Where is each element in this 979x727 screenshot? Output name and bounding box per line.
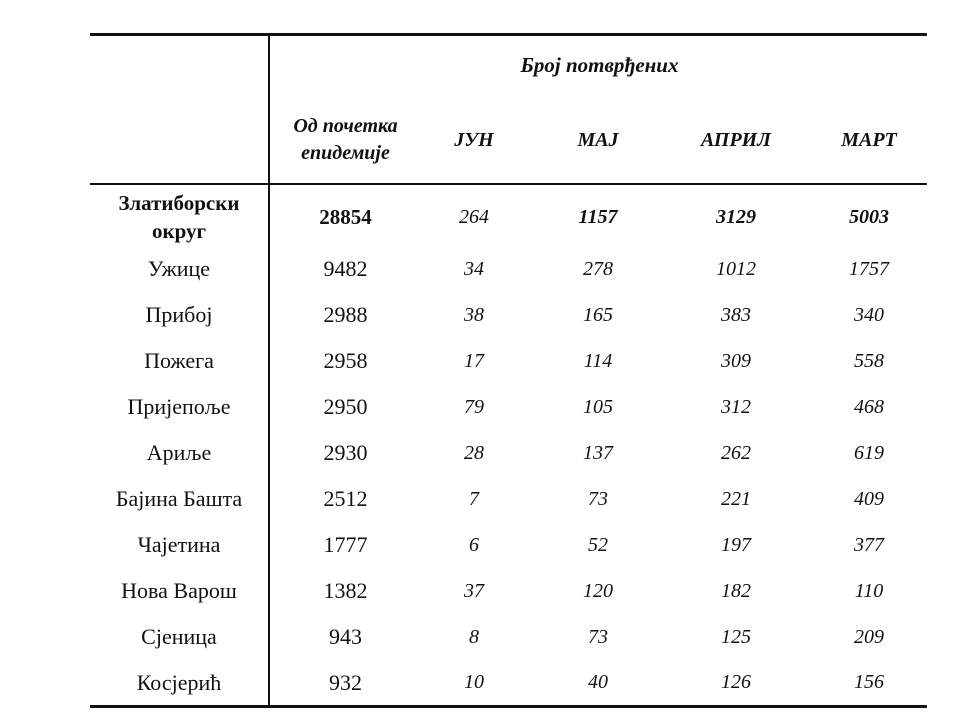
table-row [90, 568, 927, 614]
row-name: Ариље [146, 440, 212, 465]
row-jun: 38 [464, 303, 484, 326]
row-jun: 37 [464, 579, 484, 602]
row-total: 943 [329, 624, 362, 649]
row-maj: 120 [583, 579, 613, 602]
row-mart: 409 [854, 487, 884, 510]
row-total: 2958 [323, 348, 368, 373]
row-april: 383 [721, 303, 751, 326]
row-total: 2930 [323, 440, 368, 465]
summary-jun: 264 [459, 205, 489, 228]
row-maj: 73 [588, 625, 608, 648]
row-april: 182 [721, 579, 751, 602]
row-total: 1382 [323, 578, 368, 603]
row-mart: 340 [854, 303, 884, 326]
header-april: АПРИЛ [701, 128, 771, 151]
summary-april: 3129 [716, 205, 756, 228]
row-total: 2950 [323, 394, 368, 419]
row-april: 312 [721, 395, 751, 418]
row-jun: 34 [464, 257, 484, 280]
table-bottom-rule [90, 705, 927, 708]
summary-maj: 1157 [578, 205, 618, 228]
row-mart: 156 [854, 671, 884, 693]
row-jun: 8 [469, 625, 479, 648]
table-row [90, 246, 927, 292]
row-jun: 10 [464, 671, 484, 693]
row-april: 125 [721, 625, 751, 648]
row-april: 309 [721, 349, 751, 372]
row-jun: 17 [464, 349, 484, 372]
table-row [90, 660, 927, 705]
header-mart: МАРТ [841, 128, 897, 151]
summary-total: 28854 [319, 204, 372, 229]
row-name: Прибој [145, 302, 213, 327]
row-maj: 73 [588, 487, 608, 510]
row-total: 2988 [323, 302, 368, 327]
row-maj: 114 [583, 349, 613, 372]
data-table [90, 33, 927, 711]
table-row [90, 338, 927, 384]
row-total: 932 [329, 669, 362, 695]
row-name: Косјерић [136, 669, 222, 695]
group-header: Број потврђених [520, 53, 679, 77]
table-row [90, 614, 927, 660]
table-row [90, 430, 927, 476]
row-name: Бајина Башта [115, 486, 243, 511]
table-row [90, 522, 927, 568]
summary-row [90, 188, 927, 246]
row-maj: 105 [583, 395, 613, 418]
row-name: Нова Варош [121, 578, 237, 603]
header-jun: ЈУН [454, 128, 494, 151]
table-top-rule [90, 33, 927, 36]
row-april: 221 [721, 487, 751, 510]
row-total: 2512 [323, 486, 368, 511]
row-name: Пријепоље [127, 394, 231, 419]
table-row [90, 476, 927, 522]
row-jun: 28 [464, 441, 484, 464]
header-maj: МАЈ [577, 128, 619, 151]
row-mart: 1757 [849, 257, 889, 280]
row-mart: 619 [854, 441, 884, 464]
row-mart: 110 [854, 579, 884, 602]
row-name: Чајетина [137, 532, 221, 557]
summary-mart: 5003 [849, 205, 889, 228]
row-april: 126 [721, 671, 751, 693]
row-jun: 79 [464, 395, 484, 418]
row-maj: 165 [583, 303, 613, 326]
row-name: Ужице [147, 256, 211, 281]
row-name: Сјеница [141, 624, 217, 649]
row-total: 1777 [323, 532, 368, 557]
header-total: Од почетка епидемије [293, 115, 398, 164]
row-jun: 7 [469, 487, 479, 510]
row-maj: 52 [588, 533, 608, 556]
row-total: 9482 [323, 256, 368, 281]
row-maj: 278 [583, 257, 613, 280]
table-row [90, 384, 927, 430]
row-april: 197 [721, 533, 751, 556]
row-maj: 137 [583, 441, 613, 464]
row-maj: 40 [588, 671, 608, 693]
row-april: 1012 [716, 257, 756, 280]
row-name: Пожега [144, 348, 214, 373]
row-mart: 377 [854, 533, 884, 556]
row-jun: 6 [469, 533, 479, 556]
row-april: 262 [721, 441, 751, 464]
header-rule [90, 183, 927, 185]
row-mart: 209 [854, 625, 884, 648]
row-mart: 468 [854, 395, 884, 418]
summary-name: Златиборски округ [118, 191, 240, 243]
row-mart: 558 [854, 349, 884, 372]
table-row [90, 292, 927, 338]
